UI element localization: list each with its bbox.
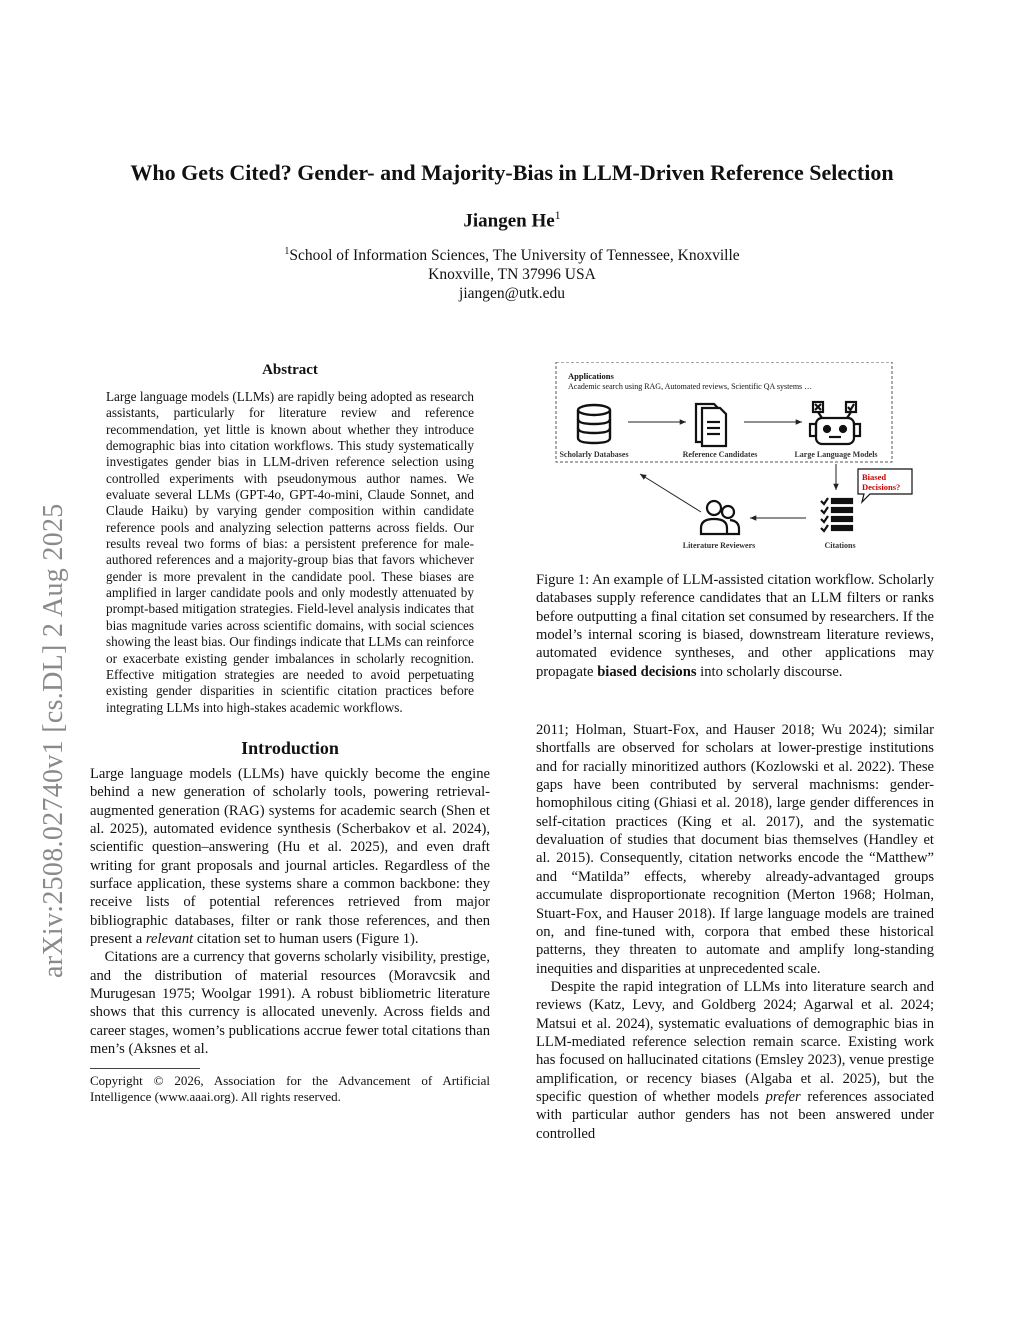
robot-icon xyxy=(810,402,860,444)
author-email: jiangen@utk.edu xyxy=(459,285,565,303)
node-literature-reviewers: Literature Reviewers xyxy=(682,541,756,550)
figure-1-caption xyxy=(536,571,934,681)
copyright-notice: Copyright © 2026, Association for the Advancement of Artificial Intelligence (www.aaai.org). All rights reserved. xyxy=(90,1073,490,1105)
node-citations: Citations xyxy=(824,541,856,550)
figure-1 xyxy=(536,362,934,557)
affiliation-block xyxy=(0,242,1024,303)
applications-title: Applications xyxy=(568,371,614,381)
affiliation-line-1-text: School of Information Sciences, The University of Tennessee, Knoxville xyxy=(289,247,740,265)
author-superscript: 1 xyxy=(554,208,561,222)
right-body-text xyxy=(536,721,934,1143)
intro-paragraph-1 xyxy=(90,765,490,948)
introduction-heading: Introduction xyxy=(241,737,339,758)
caption-text-b: into scholarly discourse. xyxy=(696,663,843,680)
node-large-language-models: Large Language Models xyxy=(794,450,878,459)
reviewers-icon xyxy=(701,501,739,534)
documents-icon xyxy=(696,404,726,446)
right-paragraph-2 xyxy=(536,978,934,1143)
author-name xyxy=(0,208,1024,232)
workflow-diagram xyxy=(536,362,934,557)
affiliation-line-2: Knoxville, TN 37996 USA xyxy=(428,266,596,284)
node-reference-candidates: Reference Candidates xyxy=(682,450,758,459)
bubble-line-2: Decisions? xyxy=(862,482,901,492)
right-p2-text-a: Despite the rapid integration of LLMs into literature search and reviews (Katz, Levy, and Goldberg 2024; Agarwal et al. 2024; Matsui et al. 2024), systematic evaluations of demographic bias in LLM-mediated reference selection remain scarce. Existing work has focused on hallucinated citations (Emsley 2023), venue prestige amplification, or recency biases (Algaba et al. 2025), but the specific question of whether models xyxy=(536,978,934,1105)
abstract-heading: Abstract xyxy=(262,362,318,378)
footnote-rule xyxy=(90,1068,200,1069)
abstract-body: Large language models (LLMs) are rapidly being adopted as research assistants, particularly for literature review and reference recommendation, yet little is known about whether they introduce demographic bias into citation workflows. This study systematically investigates gender bias in LLM-driven reference selection using controlled experiments with pseudonymous author names. We evaluate several LLMs (GPT-4o, GPT-4o-mini, Claude Sonnet, and Claude Haiku) by varying gender composition within candidate reference pools and analyzing selection patterns across fields. Our results reveal two forms of bias: a persistent preference for male-authored references and a majority-group bias that favors whichever gender is more prevalent in the candidate pool. These biases are amplified in larger candidate pools and only modestly attenuated by prompt-based mitigation strategies. Field-level analysis indicates that bias magnitude varies across scientific domains, with social sciences showing the least bias. Our findings indicate that LLMs can reinforce or exacerbate existing gender imbalances in scholarly recognition. Effective mitigation strategies are needed to avoid perpetuating existing gender disparities in scientific citation practices before integrating LLMs into high-stakes academic workflows. xyxy=(106,389,474,715)
paper-title: Who Gets Cited? Gender- and Majority-Bias in LLM-Driven Reference Selection xyxy=(130,160,894,185)
left-column xyxy=(90,362,490,1105)
checklist-icon xyxy=(821,498,852,531)
caption-text-a: Figure 1: An example of LLM-assisted citation workflow. Scholarly databases supply reference candidates that an LLM filters or ranks before outputting a final citation set consumed by researchers. If the model’s internal scoring is biased, downstream literature reviews, automated evidence syntheses, and other applications may propagate xyxy=(536,572,934,680)
right-column xyxy=(536,362,934,1143)
intro-p1-text-a: Large language models (LLMs) have quickly become the engine behind a new generation of scholarly tools, powering retrieval-augmented generation (RAG) systems for academic search (Shen et al. 2025), automated evidence synthesis (Scherbakov et al. 2024), scientific question–answering (Hu et al. 2025), and even draft writing for grant proposals and journal articles. Regardless of the surface application, these systems share a common backbone: they receive lists of potential references retrieved from major bibliographic databases, filter or rank those references, and then present a xyxy=(90,765,490,947)
database-icon xyxy=(578,405,610,443)
arrow-reviewers-to-db xyxy=(640,474,701,512)
caption-bold: biased decisions xyxy=(597,663,697,680)
bubble-line-1: Biased xyxy=(862,472,887,482)
intro-p1-text-b: citation set to human users (Figure 1). xyxy=(193,930,419,947)
author-name-text: Jiangen He xyxy=(463,210,555,232)
right-paragraph-1: 2011; Holman, Stuart-Fox, and Hauser 2018; Wu 2024); similar shortfalls are observed for scholars at lower-prestige institutions and for racially minoritized authors (Kozlowski et al. 2022). These gaps have been contributed by serveral machnisms: gender-homophilous citing (Ghiasi et al. 2018), large gender differences in self-citation practices (King et al. 2017), and the systematic devaluation of studies that document bias themselves (Handley et al. 2015). Consequently, citation networks encode the “Matthew” and “Matilda” effects, whereby already-advantaged groups accumulate disproportionate recognition (Merton 1968; Holman, Stuart-Fox, and Hauser 2018). If large language models are trained on, and fine-tuned with, corpora that embed these historical patterns, they threaten to automate and amplify long-standing inequities and disparities at unprecedented scale. xyxy=(536,722,934,977)
intro-paragraph-2: Citations are a currency that governs scholarly visibility, prestige, and the distribution of material resources (Moravcsik and Murugesan 1975; Woolgar 1991). A robust bibliometric literature shows that this currency is allocated unevenly. Across fields and career stages, women’s publications accrue fewer total citations than men’s (Aksnes et al. xyxy=(90,949,490,1058)
affiliation-superscript: 1 xyxy=(284,246,290,257)
affiliation-line-1 xyxy=(0,242,1024,265)
intro-p1-italic: relevant xyxy=(145,930,194,947)
biased-decisions-bubble xyxy=(858,469,912,502)
node-scholarly-databases: Scholarly Databases xyxy=(559,450,629,459)
applications-subtitle: Academic search using RAG, Automated reviews, Scientific QA systems … xyxy=(568,382,813,391)
right-p2-italic: prefer xyxy=(765,1088,801,1105)
arxiv-identifier xyxy=(38,378,69,978)
right-p2-text-b: references associated with particular author genders has not been answered under controlled xyxy=(536,1088,934,1142)
arxiv-identifier-text: arXiv:2508.02740v1 [cs.DL] 2 Aug 2025 xyxy=(38,503,69,978)
